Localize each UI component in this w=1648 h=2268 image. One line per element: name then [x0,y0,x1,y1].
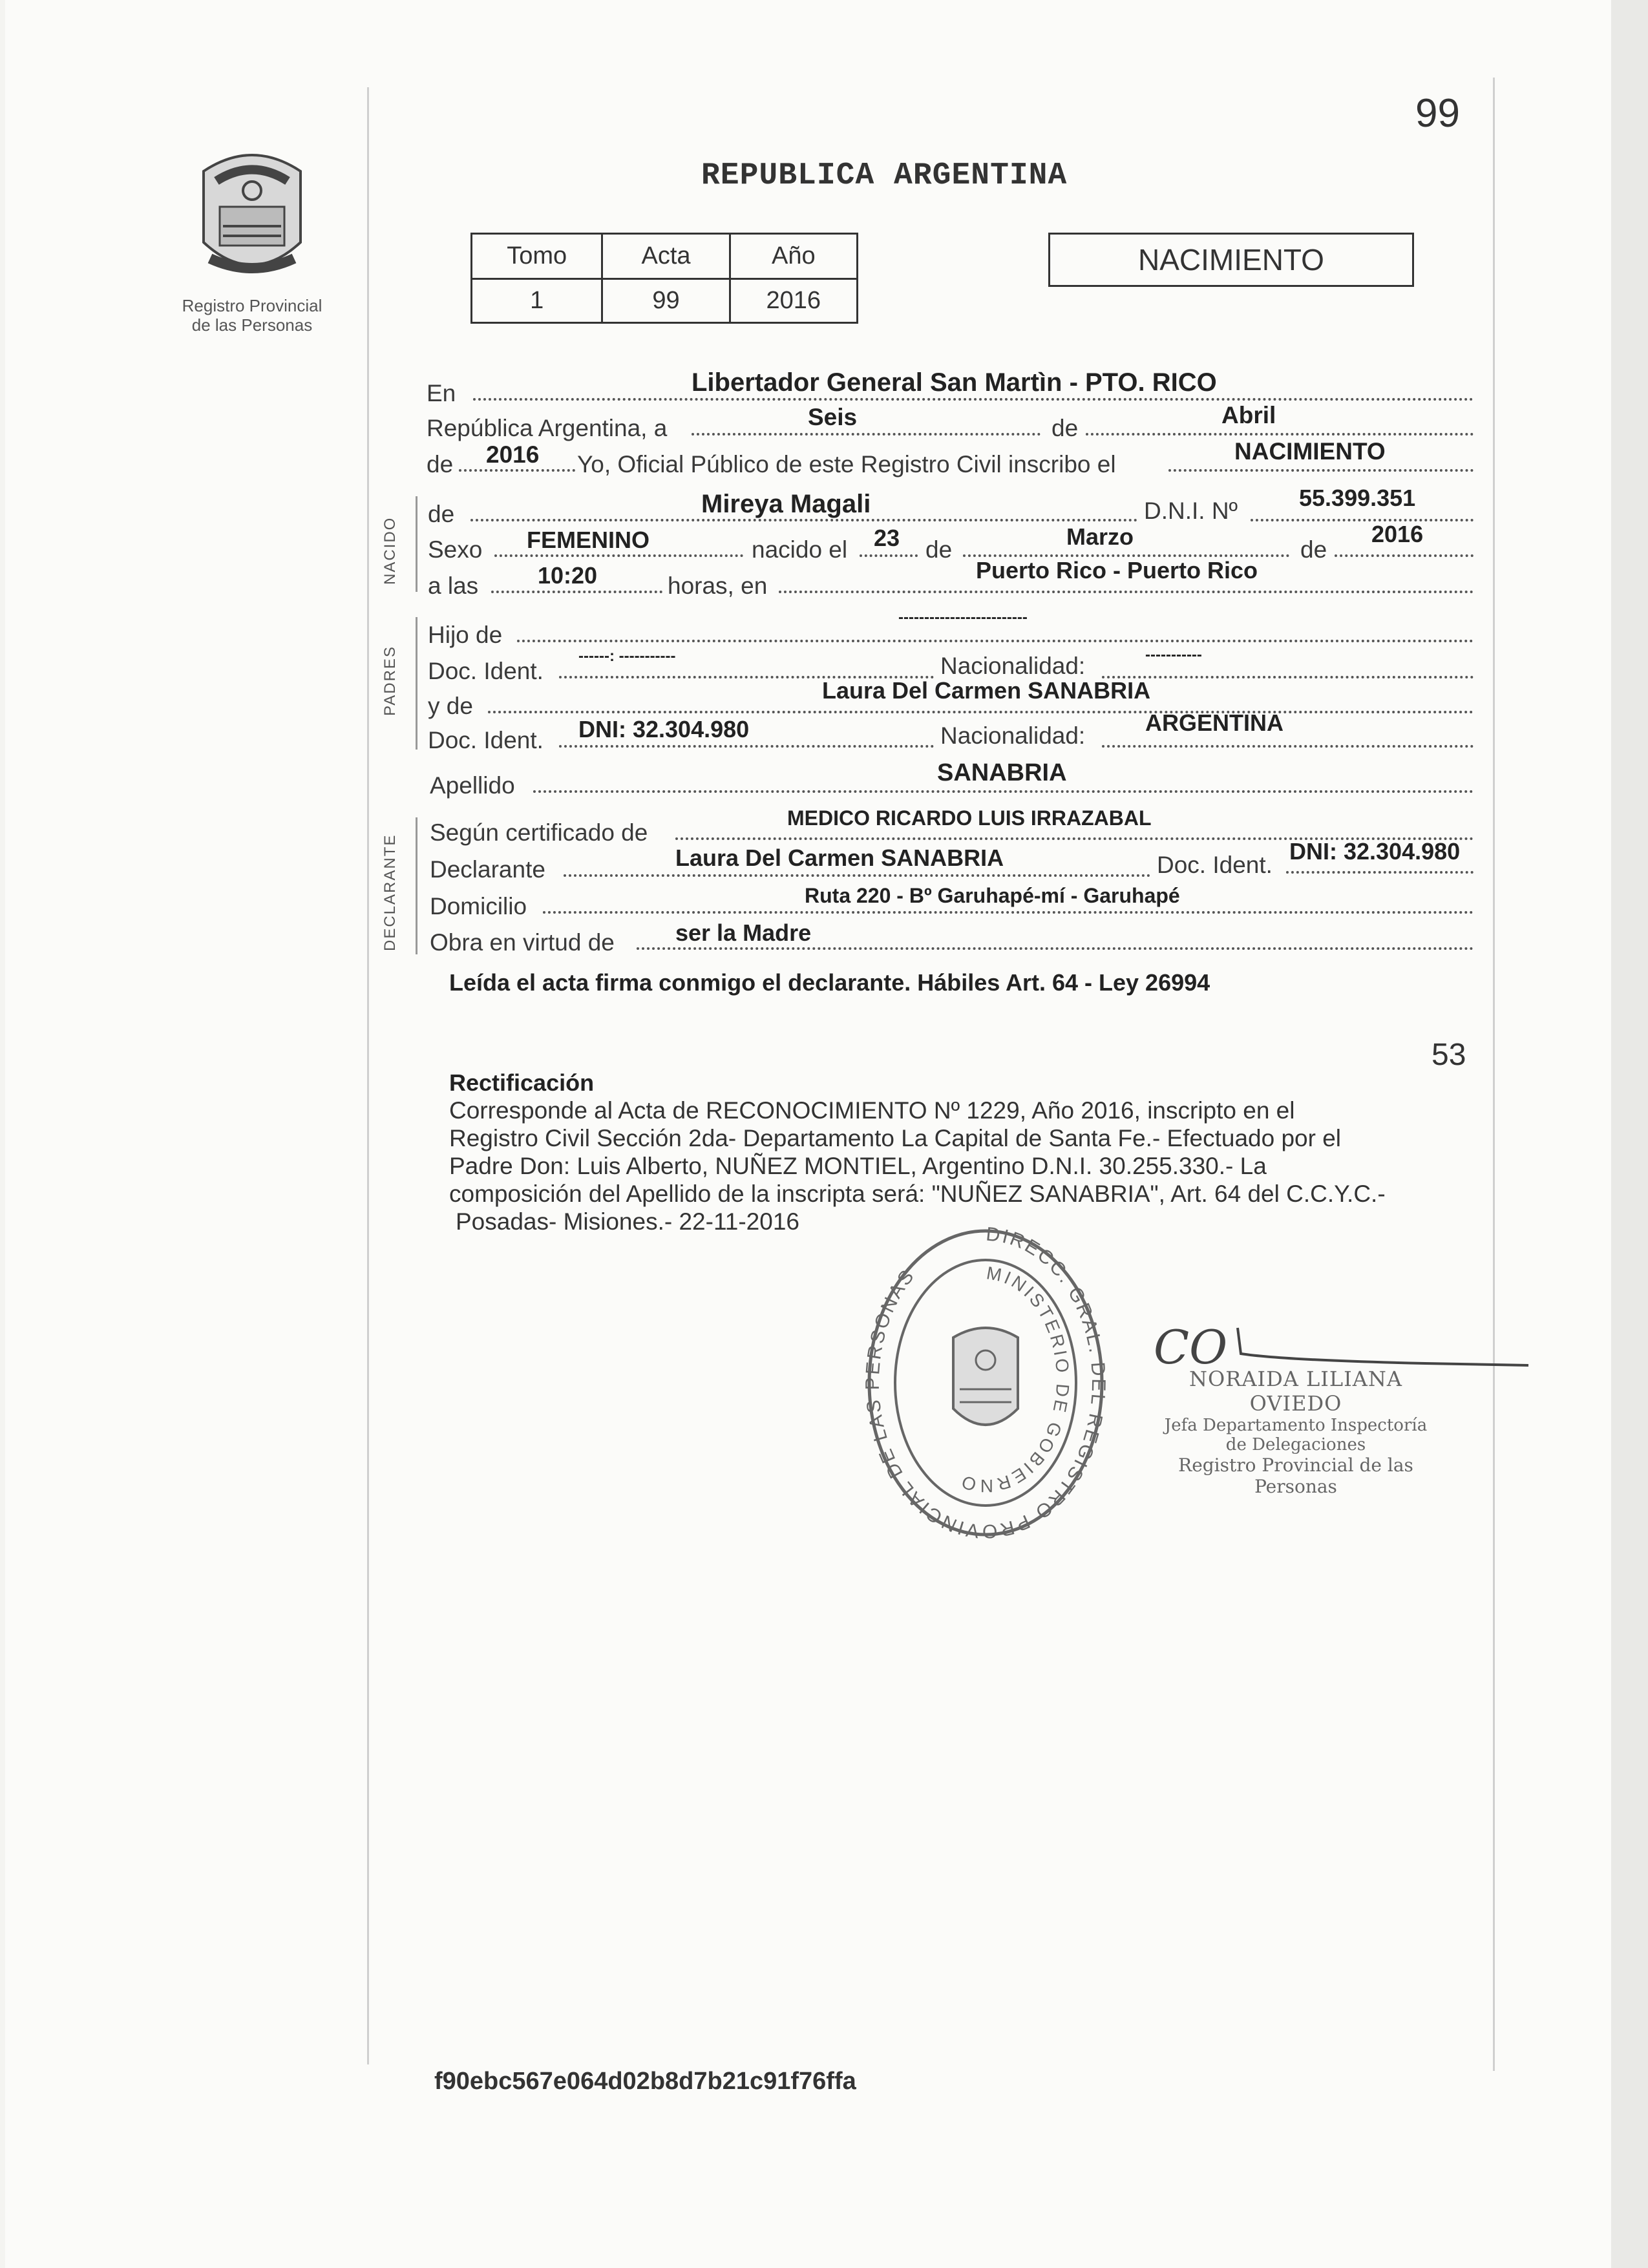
rectificacion-line: Registro Civil Sección 2da- Departamento La Capital de Santa Fe.- Efectuado por el [449,1125,1342,1151]
table-value-tomo: 1 [472,279,602,323]
section-label-padres: PADRES [381,646,399,716]
country-title: REPUBLICA ARGENTINA [701,158,1068,193]
document-hash: f90ebc567e064d02b8d7b21c91f76ffa [434,2068,856,2095]
label-de-nombre: de [428,501,455,527]
value-obra: ser la Madre [675,919,812,946]
value-mes-nac: Marzo [1066,523,1134,550]
dotted-line [459,469,575,472]
dotted-line [1251,519,1474,521]
table-value-acta: 99 [602,279,730,323]
rectificacion-title: Rectificación [449,1069,595,1096]
section-divider [416,817,417,954]
label-dni: D.N.I. Nº [1144,498,1238,524]
table-header-anio: Año [730,234,857,279]
label-nacionalidad2: Nacionalidad: [940,722,1086,749]
value-dni: 55.399.351 [1299,485,1416,511]
label-en: En [427,380,456,406]
label-nacionalidad: Nacionalidad: [940,653,1086,679]
rectificacion-line: Corresponde al Acta de RECONOCIMIENTO Nº 1229, Año 2016, inscripto en el [449,1097,1295,1124]
stamp-seal-icon [856,1215,1115,1551]
label-doc-ident2: Doc. Ident. [428,727,544,753]
section-label-declarante: DECLARANTE [381,834,399,951]
dotted-line [533,790,1474,793]
value-nombre: Mireya Magali [701,490,871,518]
scan-edge [1611,0,1648,2268]
dotted-line [1286,871,1474,874]
label-de-month: de [1051,415,1079,441]
label-yo-oficial: Yo, Oficial Público de este Registro Civil inscribo el [577,451,1116,478]
signatory-title-line1: Jefa Departamento Inspectoría [1164,1416,1428,1435]
left-margin-line [367,87,369,2064]
label-sexo: Sexo [428,536,483,563]
table-header-acta: Acta [602,234,730,279]
value-madre-doc: DNI: 32.304.980 [578,716,750,742]
right-margin-line [1493,78,1495,2071]
value-declarante-doc: DNI: 32.304.980 [1289,838,1461,865]
label-a-las: a las [428,572,479,599]
dotted-line [637,947,1474,950]
value-padre: ------------------------- [898,609,1028,626]
value-apellido: SANABRIA [937,759,1067,786]
label-doc-ident: Doc. Ident. [428,658,544,684]
dotted-line [488,711,1474,713]
dotted-line [543,911,1474,914]
dotted-line [517,640,1474,642]
record-table [470,233,858,324]
registry-name-line1: Registro Provincial [182,296,322,315]
rectificacion-line: composición del Apellido de la inscripta será: "NUÑEZ SANABRIA", Art. 64 del C.C.Y.C.- [449,1181,1386,1207]
dotted-line [470,519,1137,521]
dotted-line [559,745,934,748]
label-horas-en: horas, en [668,572,768,599]
rectificacion-number: 53 [1431,1038,1466,1072]
registry-name [165,296,339,335]
table-value-anio: 2016 [730,279,857,323]
label-nacido-el: nacido el [752,536,848,563]
section-divider [416,496,417,592]
label-y-de: y de [428,693,473,719]
value-sexo: FEMENINO [527,527,650,553]
label-hijo-de: Hijo de [428,622,503,648]
section-divider [416,617,417,750]
value-madre-nac: ARGENTINA [1145,709,1284,736]
value-hora: 10:20 [538,562,598,589]
dotted-line [779,591,1474,593]
dotted-line [1086,433,1474,436]
dotted-line [494,554,743,557]
document-type-box: NACIMIENTO [1048,233,1414,287]
dotted-line [1102,745,1474,748]
dotted-line [860,554,918,557]
table-header-tomo: Tomo [472,234,602,279]
signatory-block [1147,1367,1444,1497]
value-madre: Laura Del Carmen SANABRIA [822,677,1151,704]
value-certificado: MEDICO RICARDO LUIS IRRAZABAL [787,806,1152,830]
dotted-line [1168,469,1474,472]
signatory-name: NORAIDA LILIANA OVIEDO [1188,1367,1402,1416]
signatory-title-line2: de Delegaciones [1225,1435,1366,1454]
signatory-title-line3: Registro Provincial de las Personas [1178,1454,1413,1497]
label-de-day: de [925,536,953,563]
registry-name-line2: de las Personas [191,315,313,335]
dotted-line [491,591,662,593]
value-lugar-nac: Puerto Rico - Puerto Rico [976,557,1258,583]
label-apellido: Apellido [430,772,515,799]
registry-logo [191,145,313,294]
dotted-line [564,874,1150,877]
value-domicilio: Ruta 220 - Bº Garuhapé-mí - Garuhapé [805,884,1180,907]
dotted-line [1102,676,1474,678]
signature-mark: CO [1154,1320,1228,1373]
stamp-inner-text: MINISTERIO DE GOBIERNO [956,1263,1073,1496]
value-lugar: Libertador General San Martìn - PTO. RICO [692,368,1217,397]
dotted-line [1335,554,1474,557]
dotted-line [473,398,1474,401]
value-padre-doc: ------: ----------- [578,647,676,665]
official-stamp [856,1215,1115,1551]
stamp-outer-text: DIRECC. GRAL. DEL REGISTRO PROVINCIAL DE LAS PERSONAS [861,1223,1110,1542]
signature-icon [1154,1315,1541,1373]
coat-of-arms-icon [191,145,313,294]
page-number: 99 [1415,91,1460,136]
label-declarante: Declarante [430,856,545,883]
label-de-year: de [427,451,454,478]
section-label-nacido: NACIDO [381,516,399,585]
label-domicilio: Domicilio [430,893,527,919]
value-mes: Abril [1221,402,1276,428]
value-anio: 2016 [486,441,540,468]
label-segun-certificado: Según certificado de [430,819,648,846]
dotted-line [692,433,1041,436]
label-republica: República Argentina, a [427,415,668,441]
label-de-birthyear: de [1300,536,1327,563]
value-dia: Seis [808,404,858,430]
value-acto: NACIMIENTO [1234,438,1386,465]
label-doc-ident3: Doc. Ident. [1157,852,1273,878]
rectificacion-line: Padre Don: Luis Alberto, NUÑEZ MONTIEL, Argentino D.N.I. 30.255.330.- La [449,1153,1267,1179]
value-anio-nac: 2016 [1371,521,1424,547]
rectificacion-line: Posadas- Misiones.- 22-11-2016 [456,1208,799,1235]
value-declarante: Laura Del Carmen SANABRIA [675,845,1004,871]
label-obra-en-virtud: Obra en virtud de [430,929,615,956]
value-dia-nac: 23 [874,525,900,551]
handwritten-signature [1154,1315,1541,1373]
value-padre-nac: ----------- [1145,646,1202,664]
closing-statement: Leída el acta firma conmigo el declarante. Hábiles Art. 64 - Ley 26994 [449,969,1210,996]
